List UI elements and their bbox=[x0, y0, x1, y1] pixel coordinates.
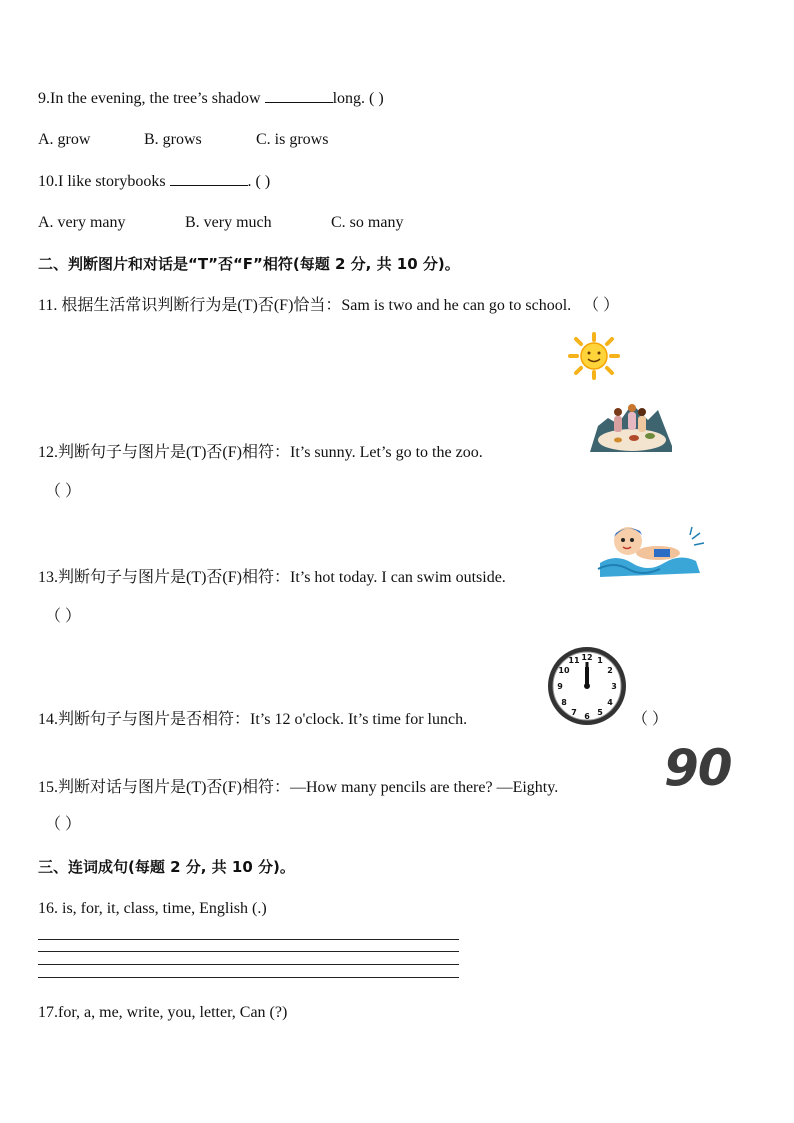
svg-text:12: 12 bbox=[581, 653, 593, 662]
option-b: B. very much bbox=[185, 214, 272, 231]
svg-text:8: 8 bbox=[561, 698, 567, 707]
question-17: 17.for, a, me, write, you, letter, Can (?) bbox=[38, 1004, 288, 1021]
question-9-options bbox=[38, 130, 328, 150]
svg-text:6: 6 bbox=[584, 712, 590, 721]
question-10-options bbox=[38, 213, 403, 233]
writing-line[interactable] bbox=[38, 939, 459, 940]
question-9 bbox=[38, 88, 384, 109]
svg-text:7: 7 bbox=[571, 708, 577, 717]
answer-paren[interactable]: （ ） bbox=[632, 711, 669, 728]
writing-line[interactable] bbox=[38, 977, 459, 978]
question-13-paren[interactable]: （ ） bbox=[45, 608, 82, 625]
section-3-heading: 三、连词成句(每题 2 分, 共 10 分)。 bbox=[38, 858, 295, 876]
svg-text:5: 5 bbox=[597, 708, 603, 717]
question-15: 15.判断对话与图片是(T)否(F)相符：—How many pencils are there? —Eighty. bbox=[38, 779, 559, 796]
answer-paren[interactable]: （ ） bbox=[583, 297, 620, 314]
option-a: A. very many bbox=[38, 214, 126, 231]
question-16: 16. is, for, it, class, time, English (.) bbox=[38, 900, 267, 917]
svg-text:2: 2 bbox=[607, 666, 613, 675]
svg-text:1: 1 bbox=[597, 656, 603, 665]
option-c: C. so many bbox=[331, 214, 404, 231]
answer-blank[interactable] bbox=[265, 88, 333, 103]
sun-icon bbox=[567, 332, 621, 380]
question-12-paren[interactable]: （ ） bbox=[45, 483, 82, 500]
option-a: A. grow bbox=[38, 131, 91, 148]
answer-blank[interactable] bbox=[170, 171, 248, 186]
question-11 bbox=[38, 296, 619, 316]
svg-text:9: 9 bbox=[557, 682, 563, 691]
question-14-text: 14.判断句子与图片是否相符：It’s 12 o'clock. It’s time for lunch. bbox=[38, 711, 468, 728]
svg-text:3: 3 bbox=[611, 682, 617, 691]
question-14 bbox=[38, 710, 669, 730]
clock-icon bbox=[546, 645, 628, 727]
swimmer-icon bbox=[596, 519, 712, 581]
svg-text:4: 4 bbox=[607, 698, 613, 707]
question-9-tail: long. ( ) bbox=[332, 90, 384, 107]
question-12: 12.判断句子与图片是(T)否(F)相符：It’s sunny. Let’s go to the zoo. bbox=[38, 444, 483, 461]
picnic-icon bbox=[588, 396, 674, 454]
question-13: 13.判断句子与图片是(T)否(F)相符：It’s hot today. I can swim outside. bbox=[38, 569, 506, 586]
svg-text:11: 11 bbox=[568, 656, 580, 665]
question-9-text: 9.In the evening, the tree’s shadow bbox=[38, 90, 265, 107]
writing-line[interactable] bbox=[38, 951, 459, 952]
option-c: C. is grows bbox=[256, 131, 329, 148]
writing-line[interactable] bbox=[38, 964, 459, 965]
question-10-text: 10.I like storybooks bbox=[38, 173, 170, 190]
question-11-text: 11. 根据生活常识判断行为是(T)否(F)恰当：Sam is two and he can go to school. bbox=[38, 297, 572, 314]
number-ninety-image: 90 bbox=[664, 739, 732, 797]
svg-text:10: 10 bbox=[558, 666, 570, 675]
section-2-heading: 二、判断图片和对话是“T”否“F”相符(每题 2 分, 共 10 分)。 bbox=[38, 255, 460, 273]
option-b: B. grows bbox=[144, 131, 202, 148]
question-10 bbox=[38, 171, 270, 192]
question-10-tail: . ( ) bbox=[247, 173, 271, 190]
question-15-paren[interactable]: （ ） bbox=[45, 816, 82, 833]
